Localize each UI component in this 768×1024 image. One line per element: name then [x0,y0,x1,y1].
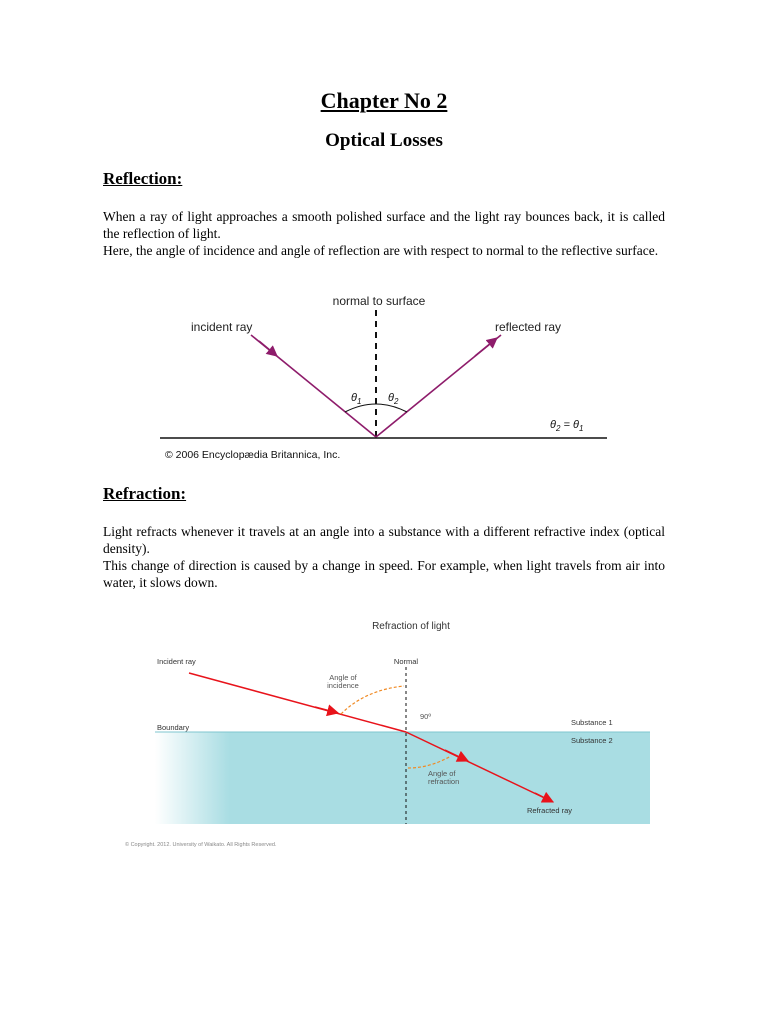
substance-2-area [155,732,650,824]
angle-incidence-arc [341,686,404,714]
waikato-copyright: © Copyright. 2012. University of Waikato. All Rights Reserved. [125,842,277,848]
substance-2-label: Substance 2 [571,736,613,745]
normal-to-surface-label: normal to surface [332,294,426,308]
theta1-label: $\theta_1$ [351,392,362,406]
section-subtitle: Optical Losses [325,130,443,151]
ninety-degree-label: 90º [420,712,432,721]
angle-incidence-label: Angle of incidence [327,673,359,690]
angle-equation: $\theta_2 = \theta_1$ [550,419,584,433]
refraction-title: Refraction of light [372,621,450,632]
refraction-paragraph [103,523,665,591]
refraction-diagram [115,612,655,852]
reflection-diagram [155,288,615,466]
reflection-paragraph [103,208,665,259]
incident-arrow [315,707,338,713]
reflected-arrow [475,338,497,356]
normal-label: Normal [393,657,419,666]
theta2-label: $\theta_2$ [388,392,399,406]
incident-ray-label: Incident ray [157,657,196,666]
britannica-copyright: © 2006 Encyclopædia Britannica, Inc. [165,449,341,461]
reflection-paragraph-1: When a ray of light approaches a smooth polished surface and the light ray bounces back, it is called the reflection of light. [103,209,665,241]
angle-refraction-label: Angle of refraction [428,769,460,786]
reflection-heading: Reflection: [103,169,183,188]
incident-ray-label: incident ray [191,320,253,334]
chapter-title: Chapter No 2 [320,88,448,113]
refraction-paragraph-1: Light refracts whenever it travels at an angle into a substance with a different refractive index (optical density). [103,524,665,556]
incident-ray [189,673,406,732]
refracted-ray-label: Refracted ray [527,806,573,815]
refraction-paragraph-2: This change of direction is caused by a change in speed. For example, when light travels from air into water, it slows down. [103,558,665,590]
reflection-paragraph-2: Here, the angle of incidence and angle of reflection are with respect to normal to the reflective surface. [103,243,659,258]
boundary-label: Boundary [157,723,190,732]
substance-1-label: Substance 1 [571,718,613,727]
refraction-heading: Refraction: [103,484,187,503]
reflected-ray-label: reflected ray [495,320,562,334]
incident-arrow [259,341,277,356]
